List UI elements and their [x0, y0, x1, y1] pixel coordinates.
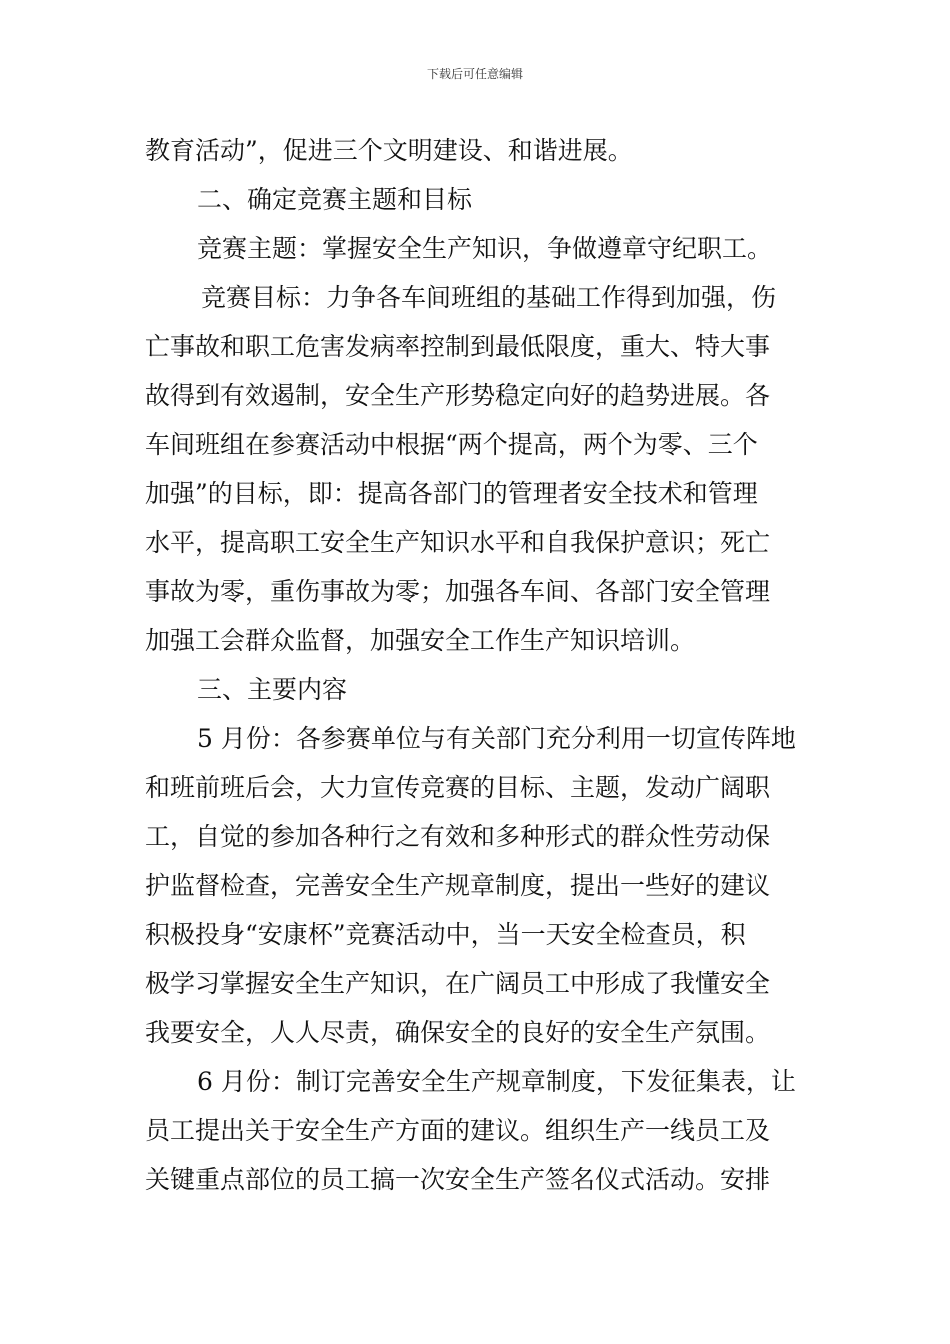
text-line: 和班前班后会，大力宣传竞赛的目标、主题，发动广阔职: [145, 773, 771, 802]
text-line: 我要安全，人人尽责，确保安全的良好的安全生产氛围。: [145, 1018, 771, 1047]
text-line: 加强工会群众监督，加强安全工作生产知识培训。: [145, 626, 696, 655]
text-line: 5 月份：各参赛单位与有关部门充分利用一切宣传阵地: [197, 724, 796, 753]
text-line: 关键重点部位的员工搞一次安全生产签名仪式活动。安排: [145, 1165, 771, 1194]
text-line: 事故为零，重伤事故为零；加强各车间、各部门安全管理: [145, 577, 771, 606]
text-line: 员工提出关于安全生产方面的建议。组织生产一线员工及: [145, 1116, 771, 1145]
text-line: 教育活动”，促进三个文明建设、和谐进展。: [145, 136, 633, 165]
text-line: 极学习掌握安全生产知识，在广阔员工中形成了我懂安全: [145, 969, 771, 998]
text-line: 6 月份：制订完善安全生产规章制度，下发征集表，让: [197, 1067, 796, 1096]
text-line: 工，自觉的参加各种行之有效和多种形式的群众性劳动保: [145, 822, 771, 851]
text-line: 三、主要内容: [197, 675, 348, 704]
document-body: [145, 126, 807, 1204]
text-line: 竞赛主题：掌握安全生产知识，争做遵章守纪职工。: [197, 234, 773, 263]
text-line: 加强”的目标，即：提高各部门的管理者安全技术和管理: [145, 479, 758, 508]
text-line: 水平，提高职工安全生产知识水平和自我保护意识；死亡: [145, 528, 771, 557]
page-header: 下载后可任意编辑: [426, 67, 523, 81]
text-line: 故得到有效遏制，安全生产形势稳定向好的趋势进展。各: [145, 381, 771, 410]
text-line: 护监督检查，完善安全生产规章制度，提出一些好的建议: [145, 871, 771, 900]
text-line: 竞赛目标：力争各车间班组的基础工作得到加强，伤: [201, 283, 777, 312]
text-line: 二、确定竞赛主题和目标: [197, 185, 473, 214]
text-line: 积极投身“安康杯”竞赛活动中，当一天安全检查员，积: [145, 920, 746, 949]
text-line: 车间班组在参赛活动中根据“两个提高，两个为零、三个: [145, 430, 758, 459]
text-line: 亡事故和职工危害发病率控制到最低限度，重大、特大事: [145, 332, 771, 361]
